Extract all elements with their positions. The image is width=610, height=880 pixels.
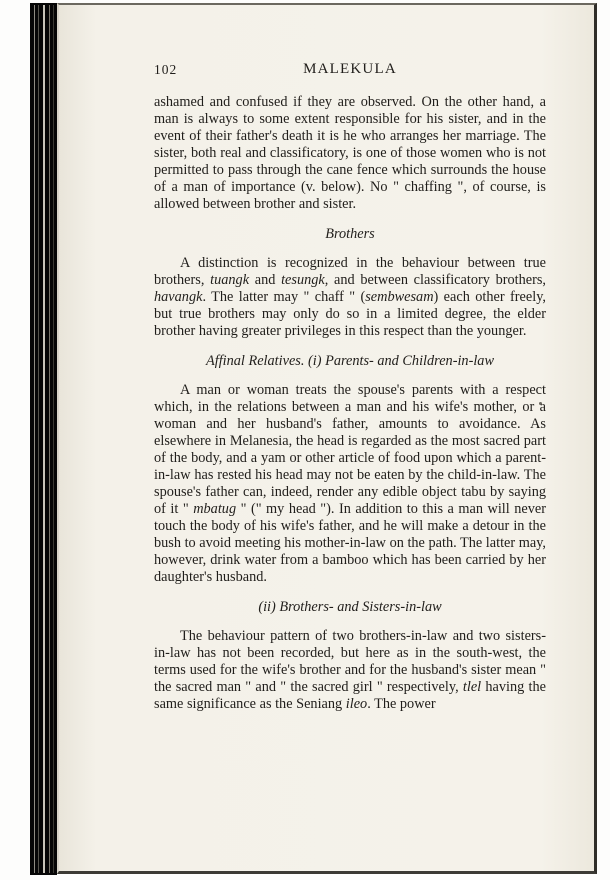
running-title: MALEKULA: [303, 61, 397, 77]
section-heading: Affinal Relatives. (i) Parents- and Children-in-law: [205, 353, 494, 369]
page-number: 102: [154, 62, 178, 77]
section-heading: Brothers: [325, 226, 375, 242]
page-edge-line: [53, 5, 54, 873]
text-block: [154, 5, 546, 713]
paragraph: A man or woman treats the spouse's parents with a respect which, in the relations between a man and his wife's mother, or a woman and her husband's father, amounts to avoidance. As elsewhere in Melanesia, the head is regarded as the most sacred part of the body, and a yam or other article of food upon which a parent-in-law has rested his head may not be eaten by the child-in-law. The spouse's father can, indeed, render any edible object tabu by saying of it " mbatug " (" my head "). In addition to this a man will never touch the body of his wife's father, and he will make a detour in the bush to avoid meeting his mother-in-law on the path. The latter may, however, drink water from a bamboo which has been carried by her daughter's husband.: [154, 382, 546, 585]
paragraph: The behaviour pattern of two brothers-in-law and two sisters-in-law has not been recorded, but here as in the south-west, the terms used for the wife's brother and for the husband's sister mean " the sacred man " and " the sacred girl " respectively, tlel having the same significance as the Seniang ileo. The power: [154, 628, 546, 712]
page-edge-line: [38, 5, 39, 873]
book-page: [57, 3, 597, 874]
section-heading: (ii) Brothers- and Sisters-in-law: [258, 599, 442, 615]
running-head: [154, 61, 546, 78]
page-edge-line: [49, 5, 50, 873]
book-spine: [30, 3, 57, 875]
paragraph: ashamed and confused if they are observed. On the other hand, a man is always to some extent responsible for his sister, and in the event of their father's death it is he who arranges her marriage. The sister, both real and classificatory, is one of those women who is not permitted to pass through the cane fence which surrounds the house of a man of importance (v. below). No " chaffing ", of course, is allowed between brother and sister.: [154, 94, 546, 212]
paragraph: A distinction is recognized in the behaviour between true brothers, tuangk and tesungk, and between classificatory brothers, havangk. The latter may " chaff " (sembwesam) each other freely, but true brothers may only do so in a limited degree, the elder brother having greater privileges in this respect than the younger.: [154, 255, 547, 339]
page-edge-line: [34, 5, 35, 873]
page-edge-line: [43, 5, 45, 873]
